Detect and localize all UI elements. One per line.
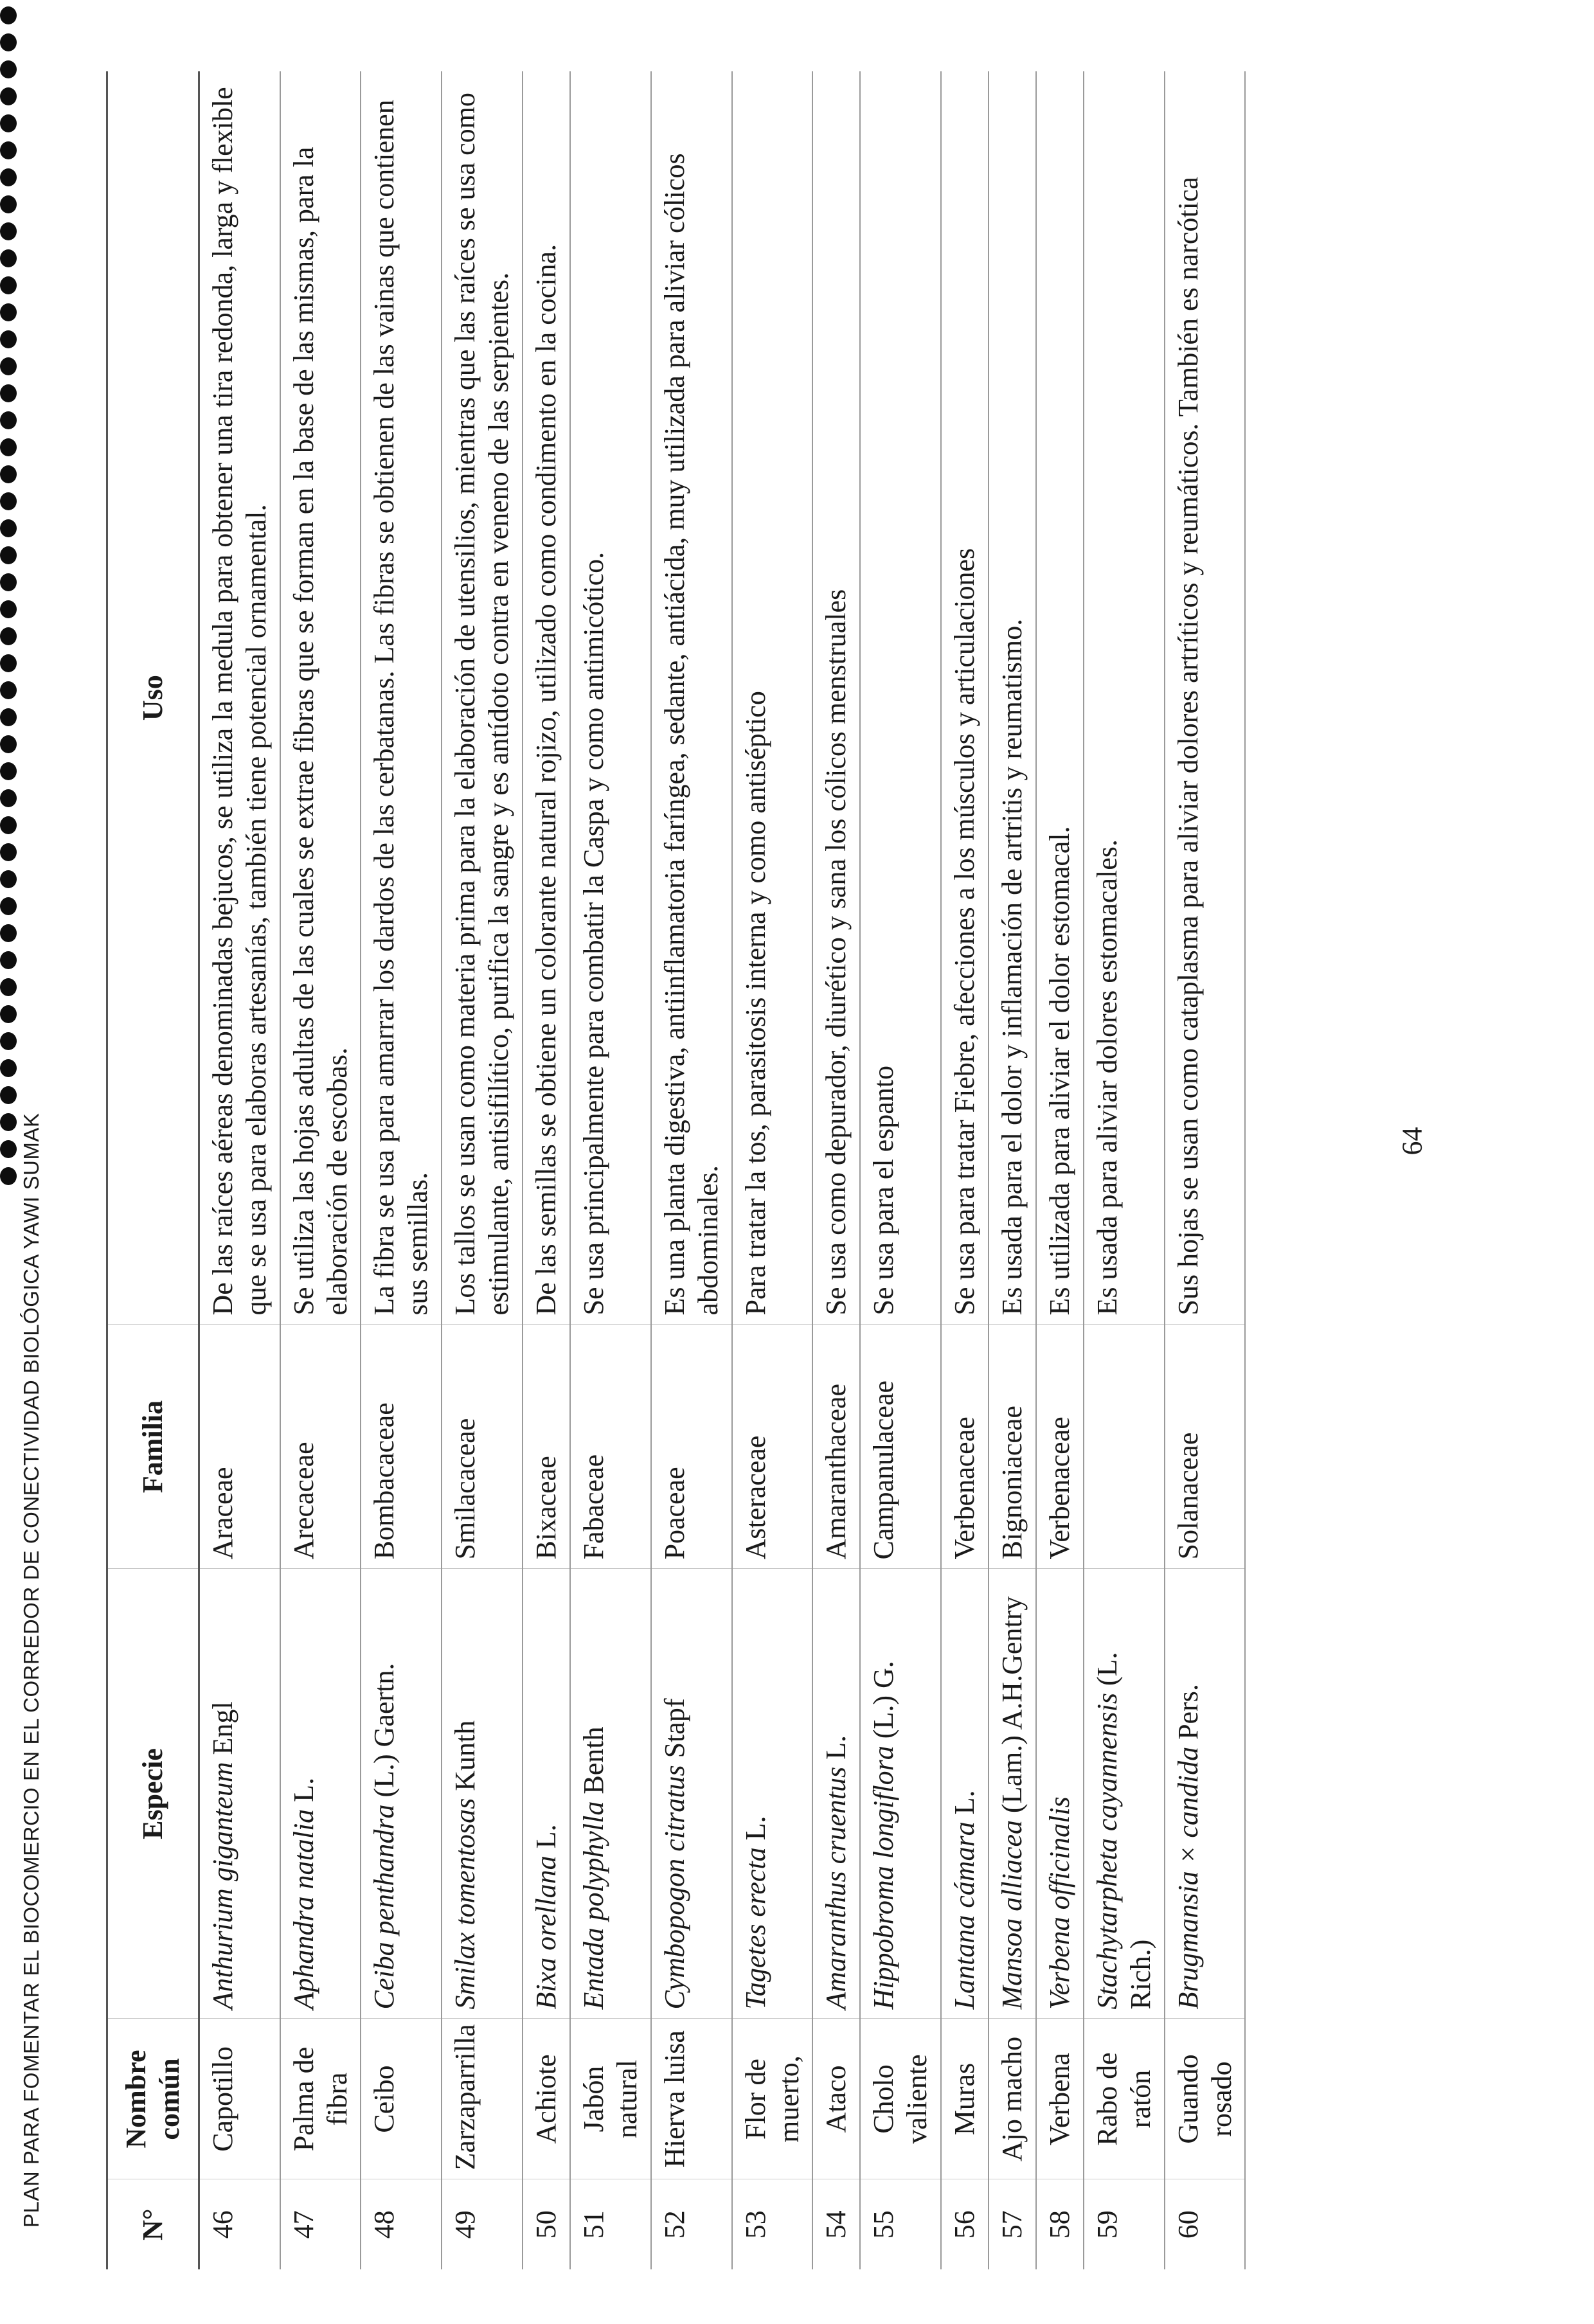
- species-cell: [442, 1569, 523, 2019]
- table-row: [1165, 71, 1246, 2269]
- species-name: Aphandra natalia: [287, 1809, 319, 2010]
- common-name: Guando rosado: [1165, 2019, 1246, 2179]
- species-author: L.: [287, 1777, 319, 1802]
- row-number: 47: [280, 2179, 361, 2269]
- family: Campanulaceae: [860, 1325, 941, 1569]
- table-row: [361, 71, 442, 2269]
- species-author: (L.) G.: [868, 1661, 900, 1739]
- use-description: Para tratar la tos, parasitosis interna y como antiséptico: [732, 71, 813, 1325]
- col-header-use: Uso: [107, 71, 199, 1325]
- species-author: L.: [820, 1735, 852, 1760]
- family: [1084, 1325, 1165, 1569]
- row-number: 55: [860, 2179, 941, 2269]
- species-name: Hippobroma longiflora: [868, 1746, 900, 2010]
- species-author: (L. Rich.): [1091, 1652, 1156, 2010]
- family: Amaranthaceae: [812, 1325, 860, 1569]
- running-header: PLAN PARA FOMENTAR EL BIOCOMERCIO EN EL CORREDOR DE CONECTIVIDAD BIOLÓGICA YAWI SUMAK: [19, 1113, 43, 2228]
- col-header-family: Familia: [107, 1325, 199, 1569]
- species-name: Lantana cámara: [949, 1821, 981, 2010]
- common-name: Hierva luisa: [651, 2019, 732, 2179]
- species-cell: [523, 1569, 570, 2019]
- family: Fabaceae: [570, 1325, 651, 1569]
- species-author: Stapf: [658, 1698, 690, 1758]
- species-author: Pers.: [1172, 1684, 1204, 1740]
- common-name: Ajo macho: [989, 2019, 1036, 2179]
- family: Solanaceae: [1165, 1325, 1246, 1569]
- table-row: [989, 71, 1036, 2269]
- species-name: Verbena officinalis: [1043, 1796, 1075, 2010]
- row-number: 59: [1084, 2179, 1165, 2269]
- common-name: Palma de fibra: [280, 2019, 361, 2179]
- family: Verbenaceae: [1036, 1325, 1084, 1569]
- row-number: 53: [732, 2179, 813, 2269]
- use-description: Se usa para el espanto: [860, 71, 941, 1325]
- species-author: (L.) Gaertn.: [368, 1663, 400, 1798]
- family: Bixaceae: [523, 1325, 570, 1569]
- species-cell: [941, 1569, 989, 2019]
- page-number: 64: [1396, 1127, 1428, 1156]
- family: Araceae: [199, 1325, 280, 1569]
- family: Poaceae: [651, 1325, 732, 1569]
- table-row: [812, 71, 860, 2269]
- col-header-number: N°: [107, 2179, 199, 2269]
- species-author: Benth: [577, 1726, 609, 1794]
- species-name: Anthurium giganteum: [206, 1762, 238, 2010]
- species-name: Mansoa alliacea: [996, 1819, 1028, 2010]
- family: Verbenaceae: [941, 1325, 989, 1569]
- row-number: 46: [199, 2179, 280, 2269]
- species-name: Smilax tomentosas: [449, 1798, 481, 2010]
- row-number: 60: [1165, 2179, 1246, 2269]
- species-cell: [1165, 1569, 1246, 2019]
- use-description: Es utilizada para aliviar el dolor estomacal.: [1036, 71, 1084, 1325]
- table-row: [1036, 71, 1084, 2269]
- common-name: Verbena: [1036, 2019, 1084, 2179]
- row-number: 56: [941, 2179, 989, 2269]
- table-row: [280, 71, 361, 2269]
- table-row: [442, 71, 523, 2269]
- use-description: De las raíces aéreas denominadas bejucos, se utiliza la medula para obtener una tira redonda, larga y flexible que se usa para elaboras artesanías, también tiene potencial ornamental.: [199, 71, 280, 1325]
- species-author: Engl: [206, 1701, 238, 1755]
- species-author: Kunth: [449, 1720, 481, 1791]
- table-row: [1084, 71, 1165, 2269]
- common-name: Capotillo: [199, 2019, 280, 2179]
- col-header-species: Especie: [107, 1569, 199, 2019]
- species-cell: [1036, 1569, 1084, 2019]
- common-name: Ataco: [812, 2019, 860, 2179]
- use-description: Se usa como depurador, diurético y sana los cólicos menstruales: [812, 71, 860, 1325]
- species-name: Bixa orellana: [530, 1855, 562, 2010]
- use-description: Sus hojas se usan como cataplasma para aliviar dolores artríticos y reumáticos. También es narcótica: [1165, 71, 1246, 1325]
- species-name: Cymbopogon citratus: [658, 1765, 690, 2010]
- use-description: Se utiliza las hojas adultas de las cuales se extrae fibras que se forman en la base de las mismas, para la elaboración de escobas.: [280, 71, 361, 1325]
- table-row: [523, 71, 570, 2269]
- family: Bignoniaceae: [989, 1325, 1036, 1569]
- use-description: Los tallos se usan como materia prima para la elaboración de utensilios, mientras que las raíces se usa como estimulante, antisifilítico, purifica la sangre y es antídoto contra en veneno de las serpientes.: [442, 71, 523, 1325]
- family: Asteraceae: [732, 1325, 813, 1569]
- species-name: Brugmansia × candida: [1172, 1746, 1204, 2010]
- use-description: Es una planta digestiva, antiinflamatoria faríngea, sedante, antiácida, muy utilizada para aliviar cólicos abdominales.: [651, 71, 732, 1325]
- species-cell: [651, 1569, 732, 2019]
- common-name: Muras: [941, 2019, 989, 2179]
- common-name: Achiote: [523, 2019, 570, 2179]
- species-cell: [280, 1569, 361, 2019]
- row-number: 50: [523, 2179, 570, 2269]
- species-name: Entada polyphylla: [577, 1801, 609, 2010]
- use-description: Es usada para aliviar dolores estomacales.: [1084, 71, 1165, 1325]
- common-name: Cholo valiente: [860, 2019, 941, 2179]
- species-cell: [812, 1569, 860, 2019]
- species-author: L.: [530, 1824, 562, 1849]
- table-row: [941, 71, 989, 2269]
- species-cell: [361, 1569, 442, 2019]
- use-description: De las semillas se obtiene un colorante natural rojizo, utilizado como condimento en la cocina.: [523, 71, 570, 1325]
- use-description: Se usa principalmente para combatir la Caspa y como antimicótico.: [570, 71, 651, 1325]
- species-author: (Lam.) A.H.Gentry: [996, 1596, 1028, 1813]
- species-cell: [199, 1569, 280, 2019]
- row-number: 57: [989, 2179, 1036, 2269]
- species-cell: [989, 1569, 1036, 2019]
- table-row: [570, 71, 651, 2269]
- species-author: L.: [739, 1816, 771, 1841]
- species-table: [106, 71, 1246, 2269]
- table-row: [732, 71, 813, 2269]
- use-description: Se usa para tratar Fiebre, afecciones a los músculos y articulaciones: [941, 71, 989, 1325]
- family: Arecaceae: [280, 1325, 361, 1569]
- species-cell: [570, 1569, 651, 2019]
- row-number: 49: [442, 2179, 523, 2269]
- use-description: La fibra se usa para amarrar los dardos de las cerbatanas. Las fibras se obtienen de las vainas que contienen sus semillas.: [361, 71, 442, 1325]
- common-name: Zarzaparrilla: [442, 2019, 523, 2179]
- table-row: [199, 71, 280, 2269]
- species-name: Stachytarpheta cayannensis: [1091, 1693, 1123, 2010]
- common-name: Rabo de ratón: [1084, 2019, 1165, 2179]
- row-number: 48: [361, 2179, 442, 2269]
- table-row: [651, 71, 732, 2269]
- use-description: Es usada para el dolor y inflamación de artritis y reumatismo.: [989, 71, 1036, 1325]
- row-number: 52: [651, 2179, 732, 2269]
- family: Smilacaceae: [442, 1325, 523, 1569]
- table-row: [860, 71, 941, 2269]
- row-number: 58: [1036, 2179, 1084, 2269]
- species-cell: [1084, 1569, 1165, 2019]
- row-number: 54: [812, 2179, 860, 2269]
- col-header-common-name: Nombre común: [107, 2019, 199, 2179]
- common-name: Jabón natural: [570, 2019, 651, 2179]
- species-cell: [732, 1569, 813, 2019]
- common-name: Ceibo: [361, 2019, 442, 2179]
- species-name: Amaranthus cruentus: [820, 1766, 852, 2010]
- species-cell: [860, 1569, 941, 2019]
- species-name: Tagetes erecta: [739, 1847, 771, 2010]
- species-author: L.: [949, 1790, 981, 1815]
- family: Bombacaceae: [361, 1325, 442, 1569]
- common-name: Flor de muerto,: [732, 2019, 813, 2179]
- row-number: 51: [570, 2179, 651, 2269]
- table-header-row: [107, 71, 199, 2269]
- species-name: Ceiba penthandra: [368, 1804, 400, 2010]
